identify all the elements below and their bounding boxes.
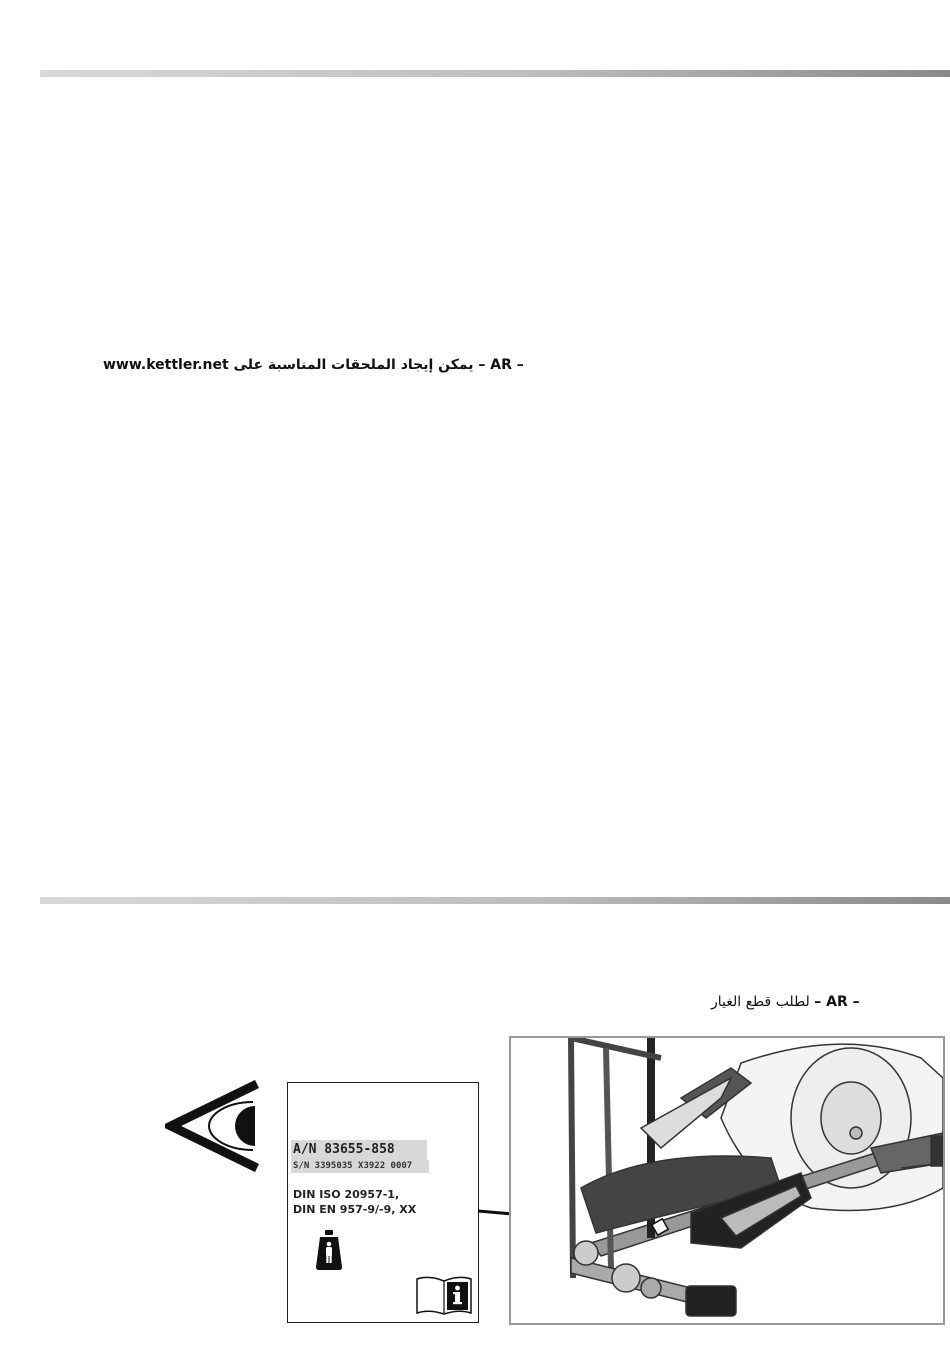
article-number: A/N 83655-858 (291, 1140, 427, 1160)
serial-number: S/N 3395035 X3922 0007 (291, 1160, 429, 1173)
manual-info-icon (415, 1273, 473, 1315)
accessories-text: يمكن إيجاد الملحقات المناسبة على (233, 357, 474, 373)
weight-person-icon (315, 1229, 343, 1271)
crosstrainer-illustration (509, 1036, 945, 1325)
section-divider-top (40, 70, 950, 77)
crosstrainer-drawing (511, 1038, 943, 1323)
eye-icon (165, 1080, 260, 1172)
spare-parts-text: لطلب قطع الغيار (711, 994, 810, 1010)
spare-parts-lang-prefix: – AR – (814, 994, 860, 1010)
din-standard-line-2: DIN EN 957-9/-9, XX (293, 1203, 417, 1216)
accessories-notice (103, 357, 524, 373)
type-plate-label (287, 1082, 479, 1323)
accessories-url: www.kettler.net (103, 357, 229, 373)
spare-parts-notice (711, 994, 860, 1010)
accessories-lang-prefix: – AR – (478, 357, 524, 373)
din-standard-line-1: DIN ISO 20957-1, (293, 1188, 400, 1201)
section-divider-spare-parts (40, 897, 950, 904)
